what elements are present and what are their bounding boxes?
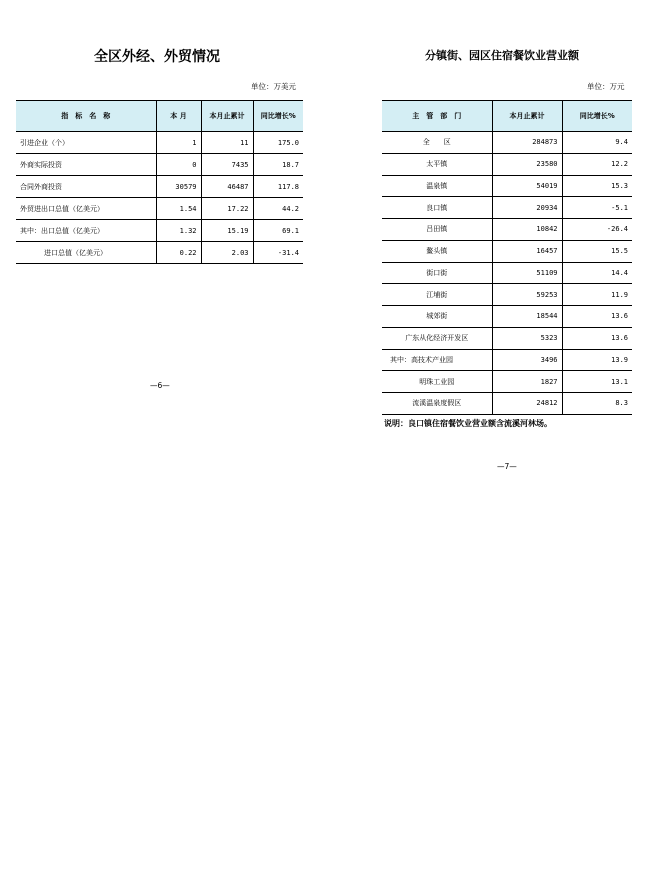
row-cumulative: 284873 — [492, 132, 562, 154]
row-name: 广东从化经济开发区 — [382, 327, 492, 349]
row-name: 外商实际投资 — [16, 154, 156, 176]
table-row — [382, 262, 632, 284]
row-cumulative: 51109 — [492, 262, 562, 284]
row-growth: 13.9 — [562, 349, 632, 371]
row-month: 0.22 — [156, 242, 201, 264]
row-name: 其中：出口总值（亿美元） — [16, 220, 156, 242]
row-name: 进口总值（亿美元） — [16, 242, 156, 264]
table-row — [16, 176, 303, 198]
row-name: 外贸进出口总值（亿美元） — [16, 198, 156, 220]
header-indicator-name: 指 标 名 称 — [16, 101, 156, 132]
table-header-row — [382, 101, 632, 132]
row-growth: 12.2 — [562, 153, 632, 175]
row-growth: -31.4 — [253, 242, 303, 264]
row-month: 1 — [156, 132, 201, 154]
table-row — [16, 242, 303, 264]
row-cumulative: 3496 — [492, 349, 562, 371]
table-row — [382, 306, 632, 328]
row-growth: 175.0 — [253, 132, 303, 154]
table-row — [382, 153, 632, 175]
table-row — [382, 284, 632, 306]
row-growth: 9.4 — [562, 132, 632, 154]
row-name: 引进企业（个） — [16, 132, 156, 154]
row-cumulative: 16457 — [492, 240, 562, 262]
table-row — [382, 371, 632, 393]
row-name: 流溪温泉度假区 — [382, 393, 492, 415]
header-this-month: 本 月 — [156, 101, 201, 132]
row-growth: 13.6 — [562, 327, 632, 349]
header-yoy-growth: 同比增长% — [253, 101, 303, 132]
table-row — [382, 132, 632, 154]
row-growth: 13.1 — [562, 371, 632, 393]
row-name: 合同外商投资 — [16, 176, 156, 198]
row-month: 1.32 — [156, 220, 201, 242]
table-row — [382, 240, 632, 262]
row-cumulative: 10842 — [492, 219, 562, 241]
table-header-row — [16, 101, 303, 132]
left-unit-label: 单位：万美元 — [251, 82, 296, 91]
row-cumulative: 46487 — [201, 176, 253, 198]
row-name: 全 区 — [382, 132, 492, 154]
table-row — [382, 327, 632, 349]
row-cumulative: 1827 — [492, 371, 562, 393]
row-cumulative: 2.03 — [201, 242, 253, 264]
table-row — [16, 220, 303, 242]
row-month: 1.54 — [156, 198, 201, 220]
row-cumulative: 59253 — [492, 284, 562, 306]
table-row — [382, 175, 632, 197]
row-month: 30579 — [156, 176, 201, 198]
row-name: 江埔街 — [382, 284, 492, 306]
row-cumulative: 11 — [201, 132, 253, 154]
row-growth: -26.4 — [562, 219, 632, 241]
table-row — [382, 197, 632, 219]
catering-revenue-table — [382, 100, 632, 415]
table-row — [16, 132, 303, 154]
right-unit-label: 单位：万元 — [587, 82, 625, 91]
row-growth: 15.5 — [562, 240, 632, 262]
row-name: 城郊街 — [382, 306, 492, 328]
row-growth: 15.3 — [562, 175, 632, 197]
row-cumulative: 17.22 — [201, 198, 253, 220]
row-cumulative: 15.19 — [201, 220, 253, 242]
row-growth: 117.8 — [253, 176, 303, 198]
header-yoy-growth: 同比增长% — [562, 101, 632, 132]
table-row — [382, 349, 632, 371]
row-cumulative: 7435 — [201, 154, 253, 176]
row-growth: 69.1 — [253, 220, 303, 242]
left-page-number: —6— — [150, 381, 170, 390]
row-month: 0 — [156, 154, 201, 176]
header-cumulative: 本月止累计 — [492, 101, 562, 132]
left-page-title: 全区外经、外贸情况 — [94, 49, 220, 65]
row-growth: 8.3 — [562, 393, 632, 415]
table-row — [382, 219, 632, 241]
row-cumulative: 24812 — [492, 393, 562, 415]
row-name: 鳌头镇 — [382, 240, 492, 262]
row-cumulative: 20934 — [492, 197, 562, 219]
row-growth: 44.2 — [253, 198, 303, 220]
row-growth: 11.9 — [562, 284, 632, 306]
row-name: 明珠工业园 — [382, 371, 492, 393]
row-name: 吕田镇 — [382, 219, 492, 241]
row-cumulative: 54019 — [492, 175, 562, 197]
row-cumulative: 18544 — [492, 306, 562, 328]
row-name: 太平镇 — [382, 153, 492, 175]
row-name: 其中：高技术产业园 — [382, 349, 492, 371]
row-name: 街口街 — [382, 262, 492, 284]
row-name: 温泉镇 — [382, 175, 492, 197]
row-cumulative: 23580 — [492, 153, 562, 175]
right-page-number: —7— — [497, 462, 517, 471]
row-growth: -5.1 — [562, 197, 632, 219]
table-row — [16, 198, 303, 220]
header-cumulative: 本月止累计 — [201, 101, 253, 132]
row-cumulative: 5323 — [492, 327, 562, 349]
table-note: 说明：良口镇住宿餐饮业营业额含流溪河林场。 — [384, 419, 552, 428]
table-row — [16, 154, 303, 176]
right-page-title: 分镇街、园区住宿餐饮业营业额 — [425, 49, 579, 62]
header-department: 主 管 部 门 — [382, 101, 492, 132]
foreign-trade-table — [16, 100, 303, 264]
row-growth: 13.6 — [562, 306, 632, 328]
row-name: 良口镇 — [382, 197, 492, 219]
table-row — [382, 393, 632, 415]
row-growth: 14.4 — [562, 262, 632, 284]
row-growth: 18.7 — [253, 154, 303, 176]
